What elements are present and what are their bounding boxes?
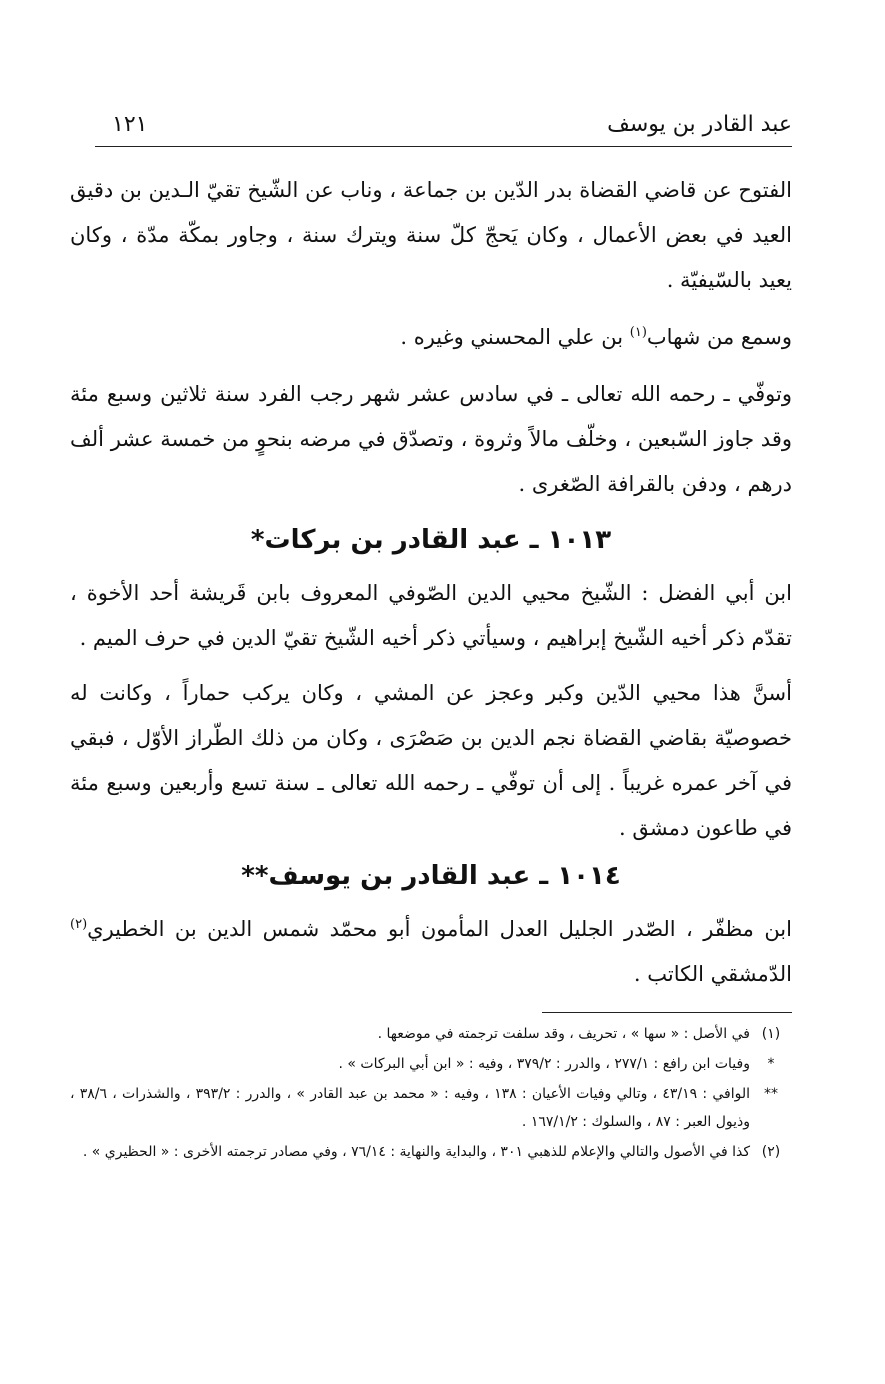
paragraph-2 xyxy=(70,315,792,360)
running-title: عبد القادر بن يوسف xyxy=(607,112,792,137)
footnote-text: كذا في الأصول والتالي والإعلام للذهبي ٣٠١ ، والبداية والنهاية : ٧٦/١٤ ، وفي مصادر ترجمته الأخرى : « الحظيري » . xyxy=(82,1144,750,1160)
footnote-text: وفيات ابن رافع : ٢٧٧/١ ، والدرر : ٣٧٩/٢ ، وفيه : « ابن أبي البركات » . xyxy=(338,1056,750,1072)
entry-heading-1014: ١٠١٤ ـ عبد القادر بن يوسف** xyxy=(241,861,621,891)
running-head xyxy=(100,112,792,146)
paragraph-6 xyxy=(70,907,792,997)
header-rule xyxy=(95,146,792,147)
paragraph-5: أسنَّ هذا محيي الدّين وكبر وعجز عن المشي ، وكان يركب حماراً ، وكانت له خصوصيّة بقاضي القضاة نجم الدين بن صَصْرَى ، وكان من ذلك الطّراز الأوّل ، فبقي في آخر عمره غريباً . إلى أن توفّي ـ رحمه الله تعالى ـ سنة تسع وأربعين وسبع مئة في طاعون دمشق . xyxy=(70,681,792,840)
paragraph-2-end: بن علي المحسني وغيره . xyxy=(400,325,630,349)
footnote-mark: * xyxy=(767,1056,775,1072)
footnotes xyxy=(70,1020,792,1168)
footnote xyxy=(70,1050,792,1078)
entry-heading-1013: ١٠١٣ ـ عبد القادر بن بركات* xyxy=(250,525,612,555)
main-text xyxy=(70,168,792,997)
footnote-rule xyxy=(542,1012,792,1013)
paragraph-6-end: الدّمشقي الكاتب . xyxy=(633,962,792,986)
paragraph-2-start: وسمع من شهاب xyxy=(646,325,792,349)
footnote xyxy=(70,1080,792,1136)
paragraph-1: الفتوح عن قاضي القضاة بدر الدّين بن جماعة ، وناب عن الشّيخ تقيّ الـدين بن دقيق العيد في بعض الأعمال ، وكان يَحجّ كلّ سنة ويترك سنة ، وجاور بمكّة مدّة ، وكان يعيد بالسّيفيّة . xyxy=(70,178,792,292)
footnote-mark: (١) xyxy=(761,1026,781,1042)
footnote-ref-2: (٢) xyxy=(70,917,88,932)
paragraph-6-start: ابن مظفّر ، الصّدر الجليل العدل المأمون أبو محمّد شمس الدين بن الخطيري xyxy=(87,917,792,941)
paragraph-4: ابن أبي الفضل : الشّيخ محيي الدين الصّوفي المعروف بابن قَريشة أحد الأخوة ، تقدّم ذكر أخيه الشّيخ إبراهيم ، وسيأتي ذكر أخيه الشّيخ تقيّ الدين في حرف الميم . xyxy=(70,581,792,650)
paragraph-3: وتوفّي ـ رحمه الله تعالى ـ في سادس عشر شهر رجب الفرد سنة ثلاثين وسبع مئة وقد جاوز السّبعين ، وخلّف مالاً وثروة ، وتصدّق في مرضه بنحوٍ من خمسة عشر ألف درهم ، ودفن بالقرافة الصّغرى . xyxy=(70,382,792,496)
footnote-mark: ** xyxy=(764,1086,778,1102)
footnote xyxy=(70,1020,792,1048)
footnote-mark: (٢) xyxy=(761,1144,781,1160)
footnote-ref-1: (١) xyxy=(629,325,647,340)
footnote-text: الوافي : ٤٣/١٩ ، وتالي وفيات الأعيان : ١٣٨ ، وفيه : « محمد بن عبد القادر » ، والدرر : ٣٩٣/٢ ، والشذرات ، ٣٨/٦ ، وذيول العبر : ٨٧ ، والسلوك : ١٦٧/١/٢ . xyxy=(70,1086,750,1130)
footnote xyxy=(70,1138,792,1166)
page-number: ١٢١ xyxy=(112,112,148,137)
footnote-text: في الأصل : « سها » ، تحريف ، وقد سلفت ترجمته في موضعها . xyxy=(377,1026,750,1042)
